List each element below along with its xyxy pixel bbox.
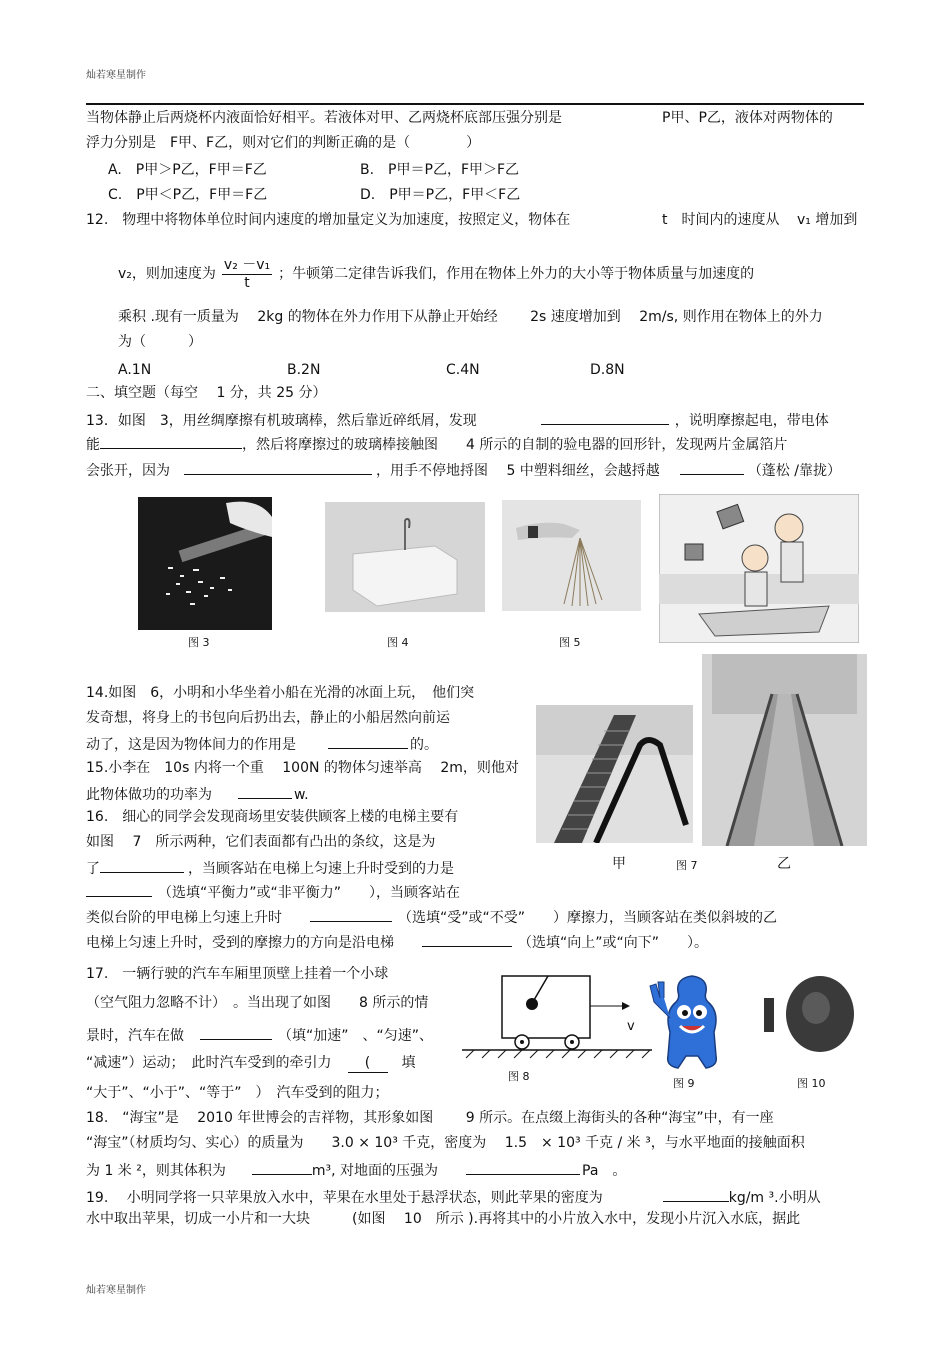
q17-line3-text-b: （填“加速” 、“匀速”、	[278, 1028, 434, 1044]
header-rule	[86, 103, 864, 105]
figure-7-caption: 图 7	[676, 859, 698, 872]
q13-line1	[86, 410, 829, 430]
answer-blank[interactable]	[422, 932, 512, 947]
q12-option-b: B.2N	[287, 362, 321, 378]
q11-option-b: B. P甲＝P乙，F甲＞F乙	[360, 162, 520, 178]
q13-line3	[86, 460, 841, 480]
q16-line3	[86, 858, 454, 878]
figure-9-mascot-image	[648, 972, 736, 1072]
q16-line1: 16. 细心的同学会发现商场里安装供顾客上楼的电梯主要有	[86, 809, 459, 825]
q18-line3-text: 为 1 米 ²，则其体积为	[86, 1163, 226, 1179]
header-label: 灿若寒星制作	[86, 70, 146, 81]
q12-line3: 乘积 .现有一质量为 2kg 的物体在外力作用下从静止开始经 2s 速度增加到 2m/s, 则作用在物体上的外力	[118, 309, 823, 325]
answer-blank[interactable]	[184, 460, 372, 475]
q17-line5: “大于”、“小于”、“等于” ） 汽车受到的阻力；	[86, 1085, 389, 1101]
q13-line1-text-b: ，说明摩擦起电，带电体	[674, 413, 829, 429]
q14-line3-text-b: 的。	[410, 737, 438, 753]
q19-line2: 水中取出苹果，切成一小片和一大块 (如图 10 所示 ).再将其中的小片放入水中，发现小片沉入水底，据此	[86, 1211, 801, 1227]
q15-line1: 15.小李在 10s 内将一个重 100N 的物体匀速举高 2m，则他对	[86, 760, 519, 776]
figure-4-image	[325, 502, 485, 612]
q13-line2	[86, 434, 787, 454]
q17-line4-text: “减速”）运动； 此时汽车受到的牵引力	[86, 1055, 332, 1071]
answer-blank[interactable]	[238, 784, 292, 799]
answer-blank[interactable]	[328, 734, 408, 749]
q12-option-c: C.4N	[446, 362, 480, 378]
q13-line3-text-b: ，用手不停地捋图 5 中塑料细丝，会越捋越	[376, 463, 660, 479]
answer-blank[interactable]	[100, 858, 184, 873]
q16-line6-text: 电梯上匀速上升时，受到的摩擦力的方向是沿电梯	[86, 935, 394, 951]
q16-line6-text-b: （选填“向上”或“向下” ）。	[518, 935, 709, 951]
q16-line5	[86, 907, 777, 927]
velocity-label: v	[627, 1019, 635, 1034]
answer-blank[interactable]	[200, 1025, 272, 1040]
figure-7-label-a: 甲	[612, 856, 626, 872]
q13-line3-text: 会张开，因为	[86, 463, 170, 479]
q12-line2	[118, 252, 754, 296]
acceleration-fraction	[222, 257, 272, 292]
answer-blank[interactable]	[86, 882, 152, 897]
q14-line2: 发奇想，将身上的书包向后扔出去，静止的小船居然向前运	[86, 710, 450, 726]
q12-line2-post: ；牛顿第二定律告诉我们，作用在物体上外力的大小等于物体质量与加速度的	[278, 265, 755, 282]
figure-9-caption: 图 9	[673, 1077, 695, 1090]
q12-line1-v: v₁ 增加到	[797, 212, 858, 228]
q11-line2: 浮力分别是 F甲、F乙，则对它们的判断正确的是（ ）	[86, 135, 481, 151]
q13-line3-text-c: （蓬松 /靠拢）	[747, 463, 841, 479]
q12-line1: 12. 物理中将物体单位时间内速度的增加量定义为加速度，按照定义，物体在	[86, 212, 571, 228]
figure-7-escalator-b-image	[702, 654, 867, 846]
answer-blank[interactable]	[252, 1160, 312, 1175]
figure-6-image	[659, 494, 859, 643]
q18-line3	[86, 1160, 626, 1180]
q19-line1-text: 19. 小明同学将一只苹果放入水中，苹果在水里处于悬浮状态，则此苹果的密度为	[86, 1190, 603, 1206]
q16-line5-text-b: （选填“受”或“不受” ）摩擦力，当顾客站在类似斜坡的乙	[398, 910, 778, 926]
q13-line2-text-b: ，然后将摩擦过的玻璃棒接触图 4 所示的自制的验电器的回形针，发现两片金属箔片	[242, 437, 788, 453]
q17-line4	[86, 1055, 416, 1073]
q16-line5-text: 类似台阶的甲电梯上匀速上升时	[86, 910, 282, 926]
q12-line1-t: t 时间内的速度从	[662, 212, 780, 228]
figure-3-image	[138, 497, 272, 630]
q14-line3	[86, 734, 438, 754]
q19-line1-text-b: kg/m ³.小明从	[728, 1190, 821, 1206]
footer-label: 灿若寒星制作	[86, 1285, 146, 1296]
q16-line3-text: 了	[86, 861, 100, 877]
q12-line4: 为（ ）	[118, 334, 202, 350]
q11-option-c: C. P甲＜P乙，F甲＝F乙	[108, 187, 268, 203]
q15-line2	[86, 784, 309, 804]
figure-7-escalator-a-image	[536, 705, 693, 843]
fraction-denominator: t	[244, 274, 250, 291]
figure-3-caption: 图 3	[188, 636, 210, 649]
figure-5-image	[502, 500, 641, 611]
q18-line3-text-c: Pa 。	[582, 1163, 627, 1179]
q15-line2-text-b: w.	[294, 787, 309, 803]
q11-option-a: A. P甲＞P乙，F甲＝F乙	[108, 162, 267, 178]
figure-7-label-b: 乙	[777, 856, 791, 872]
q13-line1-text: 13．如图 3，用丝绸摩擦有机玻璃棒，然后靠近碎纸屑，发现	[86, 413, 477, 429]
figure-5-caption: 图 5	[559, 636, 581, 649]
fraction-numerator: v₂ －v₁	[223, 256, 271, 273]
figure-10-apple-image	[758, 968, 858, 1060]
answer-blank[interactable]	[663, 1187, 729, 1202]
q17-line3-text: 景时，汽车在做	[86, 1028, 184, 1044]
answer-blank[interactable]	[466, 1160, 580, 1175]
q16-line2: 如图 7 所示两种，它们表面都有凸出的条纹，这是为	[86, 834, 436, 850]
answer-blank[interactable]: (	[348, 1055, 388, 1073]
q16-line4	[86, 882, 460, 902]
section-title: 二、填空题（每空 1 分，共 25 分）	[86, 385, 327, 401]
q11-option-d: D. P甲＝P乙，F甲＜F乙	[360, 187, 521, 203]
q12-line2-pre: v₂，则加速度为	[118, 265, 216, 282]
answer-blank[interactable]	[680, 460, 744, 475]
figure-4-caption: 图 4	[387, 636, 409, 649]
q19-line1	[86, 1187, 821, 1207]
q12-option-d: D.8N	[590, 362, 625, 378]
answer-blank[interactable]	[100, 434, 242, 449]
q17-line2: （空气阻力忽略不计） 。当出现了如图 8 所示的情	[86, 995, 429, 1011]
answer-blank[interactable]	[310, 907, 392, 922]
q14-line3-text: 动了，这是因为物体间力的作用是	[86, 737, 296, 753]
q18-line1: 18. “海宝”是 2010 年世博会的吉祥物，其形象如图 9 所示。在点缀上海街头的各种“海宝”中，有一座	[86, 1110, 774, 1126]
q17-line3	[86, 1025, 433, 1045]
q11-line1: 当物体静止后两烧杯内液面恰好相平。若液体对甲、乙两烧杯底部压强分别是	[86, 110, 562, 126]
figure-8-image	[462, 970, 652, 1060]
q16-line6	[86, 932, 708, 952]
q17-line4-text-c: 填	[401, 1055, 416, 1071]
q17-line1: 17. 一辆行驶的汽车车厢里顶壁上挂着一个小球	[86, 966, 389, 982]
q11-line1-right: P甲、P乙，液体对两物体的	[662, 110, 833, 126]
q18-line3-text-b: m³, 对地面的压强为	[311, 1163, 439, 1179]
q13-line2-text: 能	[86, 437, 100, 453]
answer-blank[interactable]	[541, 410, 669, 425]
q16-line3-text-b: ，当顾客站在电梯上匀速上升时受到的力是	[188, 861, 454, 877]
q12-option-a: A.1N	[118, 362, 152, 378]
q16-line4-text: （选填“平衡力”或“非平衡力” ），当顾客站在	[158, 885, 461, 901]
q15-line2-text: 此物体做功的功率为	[86, 787, 212, 803]
figure-8-caption: 图 8	[508, 1070, 530, 1083]
q18-line2: “海宝”（材质均匀、实心）的质量为 3.0 × 10³ 千克，密度为 1.5 × 10³ 千克 / 米 ³，与水平地面的接触面积	[86, 1135, 805, 1151]
q14-line1: 14.如图 6，小明和小华坐着小船在光滑的冰面上玩， 他们突	[86, 685, 475, 701]
figure-10-caption: 图 10	[797, 1077, 826, 1090]
